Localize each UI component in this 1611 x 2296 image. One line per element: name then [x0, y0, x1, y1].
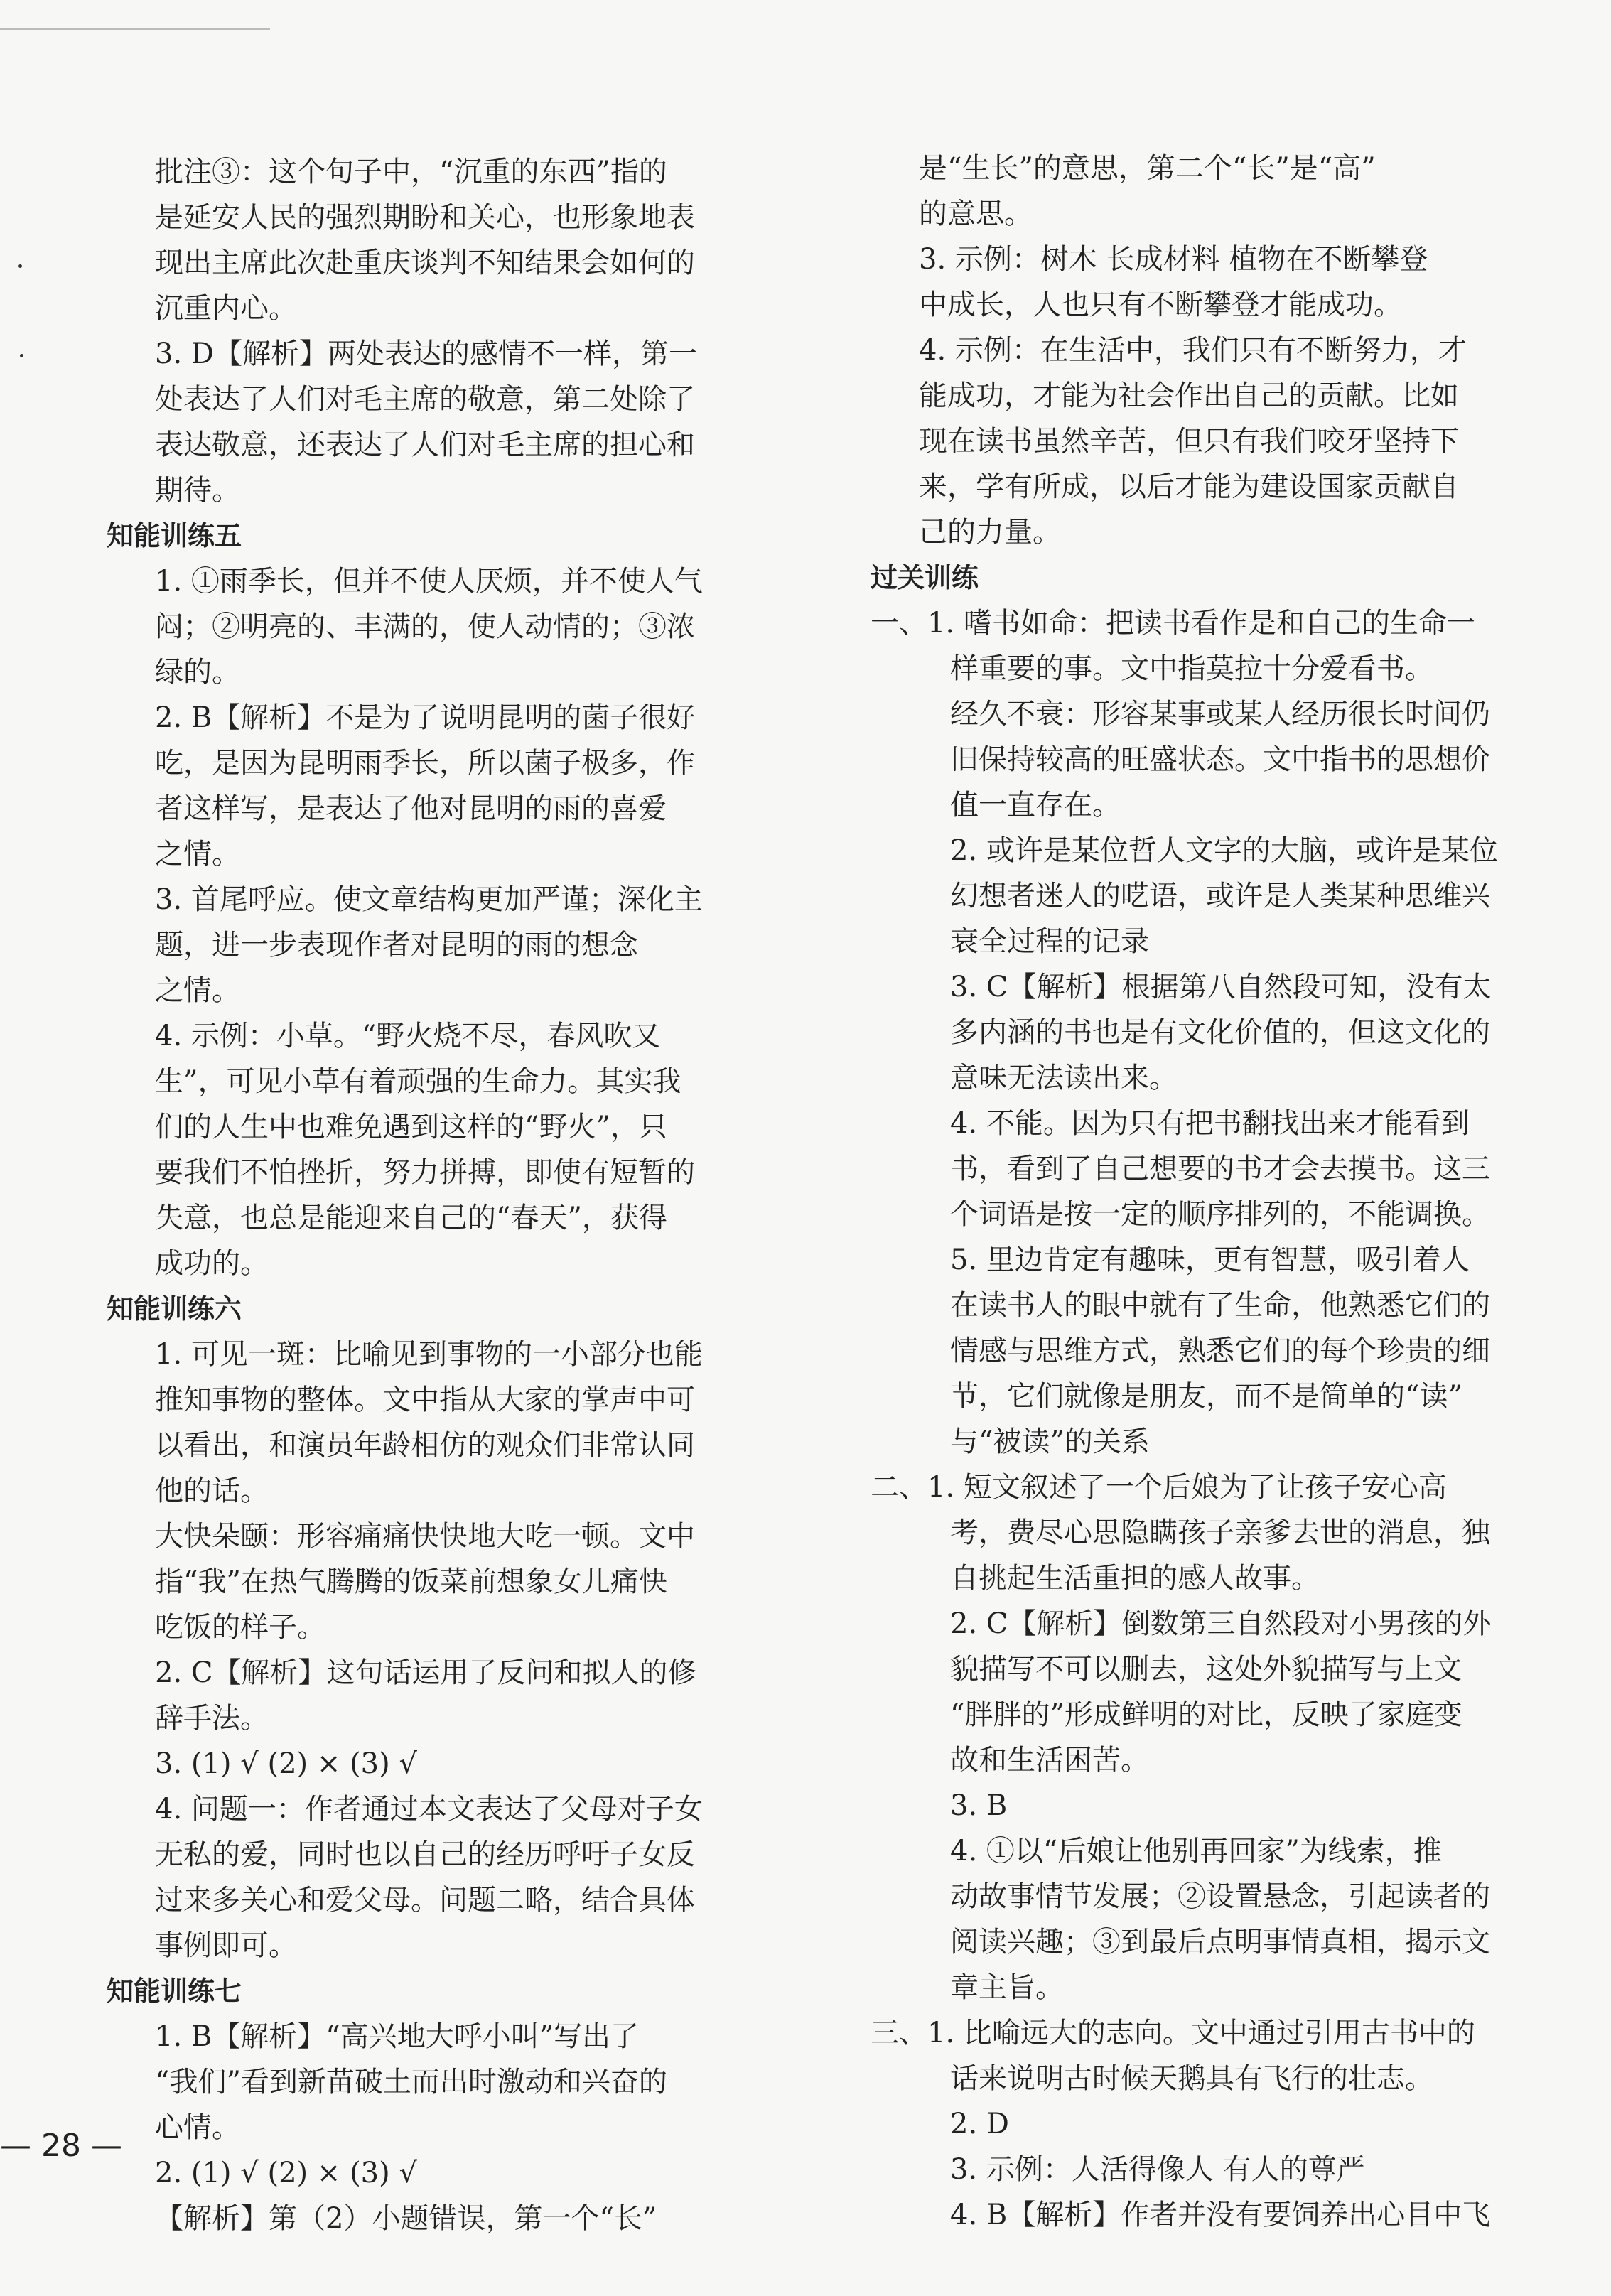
text-line: 3. (1) √ (2) × (3) √	[155, 1747, 417, 1780]
text-line: 1. ①雨季长，但并不使人厌烦，并不使人气	[155, 565, 703, 598]
text-line: 话来说明古时候天鹅具有飞行的壮志。	[950, 2062, 1433, 2095]
text-line: 者这样写，是表达了他对昆明的雨的喜爱	[155, 792, 667, 825]
text-line: 3. B	[950, 1789, 1008, 1822]
text-line: 与“被读”的关系	[950, 1425, 1150, 1458]
section-heading: 过关训练	[871, 562, 979, 593]
text-line: 来，学有所成，以后才能为建设国家贡献自	[919, 470, 1459, 503]
text-line: 生”，可见小草有着顽强的生命力。其实我	[155, 1065, 681, 1098]
text-line: 3. C【解析】根据第八自然段可知，没有太	[950, 971, 1492, 1003]
text-line: 阅读兴趣；③到最后点明事情真相，揭示文	[950, 1926, 1490, 1958]
text-line: 推知事物的整体。文中指从大家的掌声中可	[155, 1384, 695, 1416]
top-rule	[0, 28, 270, 30]
text-line: 过来多关心和爱父母。问题二略，结合具体	[155, 1884, 695, 1917]
text-line: 幻想者迷人的呓语，或许是人类某种思维兴	[950, 880, 1490, 912]
text-line: 是延安人民的强烈期盼和关心，也形象地表	[155, 201, 695, 234]
text-line: 意味无法读出来。	[950, 1062, 1178, 1094]
page-number: — 28 —	[0, 2128, 122, 2164]
text-line: 中成长，人也只有不断攀登才能成功。	[919, 289, 1402, 321]
text-line: 心情。	[155, 2111, 240, 2144]
text-line: 吃饭的样子。	[155, 1611, 325, 1644]
text-line: 现在读书虽然辛苦，但只有我们咬牙坚持下	[919, 425, 1459, 458]
text-line: 衰全过程的记录	[950, 925, 1149, 958]
section-heading: 知能训练六	[107, 1293, 242, 1325]
text-line: 故和生活困苦。	[950, 1744, 1149, 1777]
text-line: 事例即可。	[155, 1929, 297, 1962]
margin-mark	[20, 354, 23, 357]
text-line: 们的人生中也难免遇到这样的“野火”，只	[155, 1111, 667, 1143]
text-line: 以看出，和演员年龄相仿的观众们非常认同	[155, 1429, 695, 1462]
text-line: 2. C【解析】这句话运用了反问和拟人的修	[155, 1656, 696, 1689]
text-line: 书，看到了自己想要的书才会去摸书。这三	[950, 1153, 1490, 1185]
text-line: 3. 首尾呼应。使文章结构更加严谨；深化主	[155, 883, 703, 916]
text-line: 期待。	[155, 474, 240, 507]
text-line: 失意，也总是能迎来自己的“春天”，获得	[155, 1202, 667, 1234]
text-line: 貌描写不可以删去，这处外貌描写与上文	[950, 1653, 1462, 1686]
text-line: 3. 示例：树木 长成材料 植物在不断攀登	[919, 243, 1428, 276]
text-line: 之情。	[155, 974, 240, 1007]
text-line: 成功的。	[155, 1247, 269, 1280]
text-line: 4. 不能。因为只有把书翻找出来才能看到	[950, 1107, 1470, 1140]
text-line: 4. 示例：在生活中，我们只有不断努力，才	[919, 334, 1467, 367]
text-line: 题，进一步表现作者对昆明的雨的想念	[155, 929, 638, 961]
text-line: 的意思。	[919, 198, 1033, 230]
text-line: 3. D【解析】两处表达的感情不一样，第一	[155, 338, 697, 370]
text-line: 之情。	[155, 838, 240, 871]
text-line: 现出主席此次赴重庆谈判不知结果会如何的	[155, 247, 695, 279]
text-line: 在读书人的眼中就有了生命，他熟悉它们的	[950, 1289, 1490, 1322]
text-line: 经久不衰：形容某事或某人经历很长时间仍	[950, 698, 1490, 731]
text-line: 表达敬意，还表达了人们对毛主席的担心和	[155, 429, 695, 461]
text-line: 绿的。	[155, 656, 240, 689]
text-line: 沉重内心。	[155, 292, 297, 325]
text-line: 是“生长”的意思，第二个“长”是“高”	[919, 152, 1376, 185]
text-line: 5. 里边肯定有趣味，更有智慧，吸引着人	[950, 1244, 1470, 1276]
section-heading: 知能训练七	[107, 1976, 242, 2007]
text-line: 自挑起生活重担的感人故事。	[950, 1562, 1320, 1595]
text-line: 考，费尽心思隐瞒孩子亲爹去世的消息，独	[950, 1516, 1490, 1549]
text-line: 多内涵的书也是有文化价值的，但这文化的	[950, 1016, 1490, 1049]
margin-mark	[18, 264, 22, 268]
text-line: 大快朵颐：形容痛痛快快地大吃一顿。文中	[155, 1520, 695, 1553]
text-line: 节，它们就像是朋友，而不是简单的“读”	[950, 1380, 1462, 1413]
text-line: 闷；②明亮的、丰满的，使人动情的；③浓	[155, 610, 695, 643]
text-line: 2. D	[950, 2108, 1009, 2140]
left-column	[107, 149, 803, 2241]
text-line: 辞手法。	[155, 1702, 269, 1735]
text-line: 2. 或许是某位哲人文字的大脑，或许是某位	[950, 834, 1498, 867]
text-line: 吃，是因为昆明雨季长，所以菌子极多，作	[155, 747, 695, 780]
text-line: 批注③：这个句子中，“沉重的东西”指的	[155, 156, 667, 188]
text-line: 4. B【解析】作者并没有要饲养出心目中飞	[950, 2199, 1491, 2231]
text-line: 2. B【解析】不是为了说明昆明的菌子很好	[155, 701, 696, 734]
text-line: 4. ①以“后娘让他别再回家”为线索，推	[950, 1835, 1442, 1867]
text-line: 一、1. 嗜书如命：把读书看作是和自己的生命一	[871, 607, 1475, 640]
text-line: 2. (1) √ (2) × (3) √	[155, 2157, 417, 2189]
text-line: 要我们不怕挫折，努力拼搏，即使有短暂的	[155, 1156, 695, 1189]
text-line: 动故事情节发展；②设置悬念，引起读者的	[950, 1880, 1490, 1913]
text-line: 4. 示例：小草。“野火烧不尽，春风吹又	[155, 1020, 661, 1052]
text-line: 1. B【解析】“高兴地大呼小叫”写出了	[155, 2020, 640, 2053]
text-line: 3. 示例：人活得像人 有人的尊严	[950, 2153, 1365, 2186]
text-line: “我们”看到新苗破土而出时激动和兴奋的	[155, 2066, 667, 2098]
text-line: 能成功，才能为社会作出自己的贡献。比如	[919, 379, 1459, 412]
text-line: 值一直存在。	[950, 789, 1121, 821]
text-line: “胖胖的”形成鲜明的对比，反映了家庭变	[950, 1698, 1462, 1731]
text-line: 样重要的事。文中指莫拉十分爱看书。	[950, 652, 1433, 685]
text-line: 二、1. 短文叙述了一个后娘为了让孩子安心高	[871, 1471, 1447, 1504]
section-heading: 知能训练五	[107, 520, 242, 551]
text-line: 无私的爱，同时也以自己的经历呼吁子女反	[155, 1838, 695, 1871]
text-line: 4. 问题一：作者通过本文表达了父母对子女	[155, 1793, 703, 1826]
text-line: 己的力量。	[919, 516, 1061, 549]
text-line: 他的话。	[155, 1475, 269, 1507]
text-line: 处表达了人们对毛主席的敬意，第二处除了	[155, 383, 695, 416]
text-line: 三、1. 比喻远大的志向。文中通过引用古书中的	[871, 2017, 1475, 2049]
text-line: 章主旨。	[950, 1971, 1064, 2004]
text-line: 个词语是按一定的顺序排列的，不能调换。	[950, 1198, 1490, 1231]
text-line: 1. 可见一斑：比喻见到事物的一小部分也能	[155, 1338, 703, 1371]
text-line: 指“我”在热气腾腾的饭菜前想象女儿痛快	[155, 1565, 667, 1598]
text-line: 旧保持较高的旺盛状态。文中指书的思想价	[950, 743, 1490, 776]
text-line: 2. C【解析】倒数第三自然段对小男孩的外	[950, 1607, 1492, 1640]
right-column	[871, 146, 1567, 2238]
text-line: 【解析】第（2）小题错误，第一个“长”	[155, 2202, 657, 2235]
text-line: 情感与思维方式，熟悉它们的每个珍贵的细	[950, 1335, 1490, 1367]
